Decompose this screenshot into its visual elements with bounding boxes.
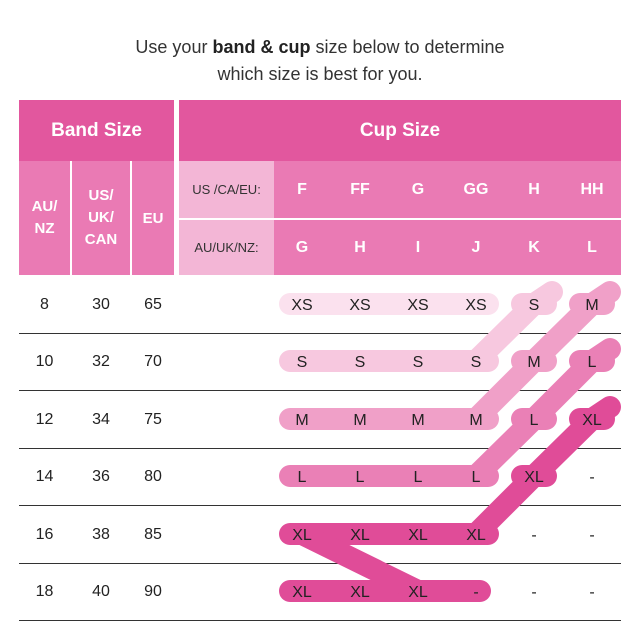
size-cell-xs: XS — [465, 297, 487, 314]
size-cell-xl: XL — [350, 527, 370, 544]
size-cell-xs: XS — [291, 297, 313, 314]
cup-row2-label: AU/UK/NZ: — [194, 240, 259, 255]
band-col-us-uk-can: US/ UK/ CAN — [84, 187, 118, 248]
band-eu-80: 80 — [144, 468, 162, 485]
size-cell-xl: XL — [524, 469, 544, 486]
size-cell-empty: - — [589, 527, 595, 544]
size-cell-empty: - — [589, 469, 595, 486]
band-us-32: 32 — [92, 353, 110, 370]
size-cell-xl: XL — [292, 584, 312, 601]
band-eu-75: 75 — [144, 410, 162, 428]
cup-size-title: Cup Size — [179, 100, 621, 161]
cup-au-h: H — [354, 238, 366, 256]
band-au-8: 8 — [40, 295, 49, 313]
size-cell-xl: XL — [408, 584, 428, 601]
size-cell-m: M — [585, 297, 599, 314]
cup-au-j: J — [471, 238, 481, 256]
band-au-14: 14 — [35, 468, 54, 485]
size-cell-xs: XS — [349, 297, 371, 314]
size-cell-s: S — [528, 297, 540, 314]
size-cell-empty: - — [531, 527, 537, 544]
size-cell-m: M — [295, 412, 309, 429]
size-cell-s: S — [296, 354, 308, 371]
cup-us-g: G — [411, 180, 425, 198]
band-col-eu: EU — [142, 209, 164, 227]
cup-au-l: L — [587, 238, 597, 256]
cup-us-ff: FF — [350, 180, 370, 198]
size-cell-xl: XL — [466, 527, 486, 544]
band-eu-90: 90 — [144, 583, 162, 600]
cup-row1-label: US /CA/EU: — [192, 182, 261, 197]
size-cell-s: S — [354, 354, 366, 371]
band-us-34: 34 — [92, 410, 110, 428]
cup-au-k: K — [528, 238, 540, 256]
size-bars-layer — [290, 292, 610, 591]
cup-us-hh: HH — [580, 180, 604, 198]
size-cell-l: L — [529, 412, 539, 429]
size-cell-empty: - — [473, 584, 479, 601]
band-au-16: 16 — [35, 525, 54, 543]
size-cell-m: M — [353, 412, 367, 429]
cup-us-f: F — [297, 180, 307, 198]
cup-us-gg: GG — [463, 180, 489, 198]
band-col-au-nz: AU/ NZ — [31, 198, 58, 237]
size-cell-m: M — [411, 412, 425, 429]
size-cell-l: L — [355, 469, 365, 486]
size-cell-m: M — [469, 412, 483, 429]
intro-text-plain: Use your — [135, 37, 213, 57]
size-cell-xs: XS — [407, 297, 429, 314]
band-us-36: 36 — [92, 468, 110, 485]
size-cell-s: S — [412, 354, 424, 371]
size-cell-xl: XL — [582, 412, 602, 429]
band-eu-65: 65 — [144, 295, 162, 313]
size-cell-l: L — [471, 469, 481, 486]
band-us-40: 40 — [92, 583, 110, 600]
size-cell-m: M — [527, 354, 541, 371]
band-us-38: 38 — [92, 525, 110, 543]
intro-text-bold: band & cup — [212, 37, 311, 57]
size-cell-l: L — [587, 354, 597, 371]
size-cell-xl: XL — [350, 584, 370, 601]
intro-text-plain-end: size below to determine — [310, 37, 505, 57]
band-eu-70: 70 — [144, 353, 162, 370]
band-size-title: Band Size — [19, 100, 174, 161]
size-cell-l: L — [413, 469, 423, 486]
cup-us-h: H — [528, 180, 540, 198]
size-cell-s: S — [470, 354, 482, 371]
cup-au-g: G — [295, 238, 309, 256]
band-eu-85: 85 — [144, 525, 162, 543]
band-au-10: 10 — [35, 353, 54, 370]
size-cell-empty: - — [531, 584, 537, 601]
size-cell-empty: - — [589, 584, 595, 601]
size-cell-xl: XL — [408, 527, 428, 544]
band-au-18: 18 — [35, 583, 54, 600]
intro-line-2: which size is best for you. — [217, 64, 423, 84]
size-cell-l: L — [297, 469, 307, 486]
band-us-30: 30 — [92, 295, 110, 313]
cup-au-i: I — [415, 238, 421, 256]
band-au-12: 12 — [35, 410, 54, 428]
size-cell-xl: XL — [292, 527, 312, 544]
